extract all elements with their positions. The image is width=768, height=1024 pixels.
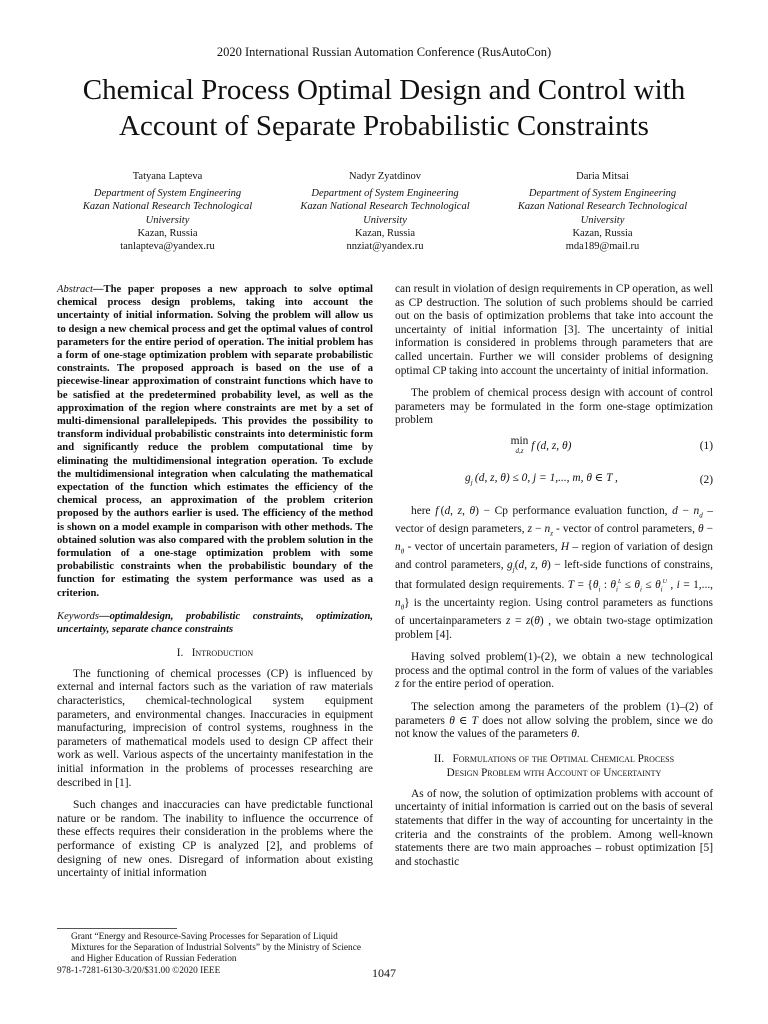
equation-1: [395, 437, 713, 457]
author-department: Department of System Engineering: [528, 188, 677, 200]
p5-text: does not allow solving the problem, since we do not know the values of the parameters: [395, 714, 713, 741]
author-name: Nadyr Zyatdinov: [348, 171, 422, 182]
issn-line: 978-1-7281-6130-3/20/$31.00 ©2020 IEEE: [57, 966, 221, 976]
paragraph: The selection among the parameters of the problem (1)–(2) of parameters θ ∈ T does not allow solving the problem, since we do not know the values of the parameters θ.: [395, 700, 713, 741]
page-number: 1047: [372, 966, 396, 980]
author-name: Daria Mitsai: [576, 171, 629, 182]
equation-2: [395, 471, 713, 491]
keywords: [57, 610, 373, 636]
abstract-label: Abstract: [57, 284, 93, 295]
keywords-text: —optimaldesign, probabilistic constraints, optimization, uncertainty, separate chance constraints: [57, 610, 373, 635]
paragraph: can result in violation of design requirements in CP operation, as well as CP destruction. The solution of such problems should be carried out on the basis of optimization problems that take into account the uncertainty of initial information [3]. The uncertainty of initial information is considered in problems through parameters that are called uncertain. Further we will consider problems of designing optimal CP taking into account the uncertainty of initial information.: [395, 283, 713, 377]
author-email: nnziat@yandex.ru: [346, 241, 424, 253]
author-block: [60, 170, 710, 253]
author-2: [278, 170, 493, 253]
paragraph: The problem of chemical process design with account of control parameters may be formulated in the form one-stage optimization problem: [395, 387, 713, 427]
author-email: mda189@mail.ru: [565, 241, 640, 253]
author-location: Kazan, Russia: [354, 227, 416, 239]
equation-2-formula: $g_j$ (d, z, θ) ≤ 0, j = 1,..., m, θ ∈ T ,: [465, 472, 618, 487]
p4-text: Having solved problem(1)-(2), we obtain a new technological process and the optimal control in the form of values of the variables: [395, 651, 713, 677]
abstract-text: —The paper proposes a new approach to solve optimal chemical process design problems, taking into account the uncertainty of initial information. Solving the problem will allow us to design a new chemical process and get the optimal values of control parameters for the entire period of operation. The initial problem has a form of one-stage optimization problem with separate probabilistic constraints. The proposed approach is based on the use of a piecewise-linear approximation of constraint functions which have to be satisfied at the predetermined probability level, as well as the approximation of the region where constraints are met by a set of multi-dimensional parallelepipeds. This provides the possibility to transform individual probabilistic constraints into deterministic form and significantly reduce the problem computational time by eliminating the multidimensional integration operation. To exclude the multidimensional integration when calculating the mathematical expectation of the function which estimates the efficiency of the chemical process, an approximation of the problem criterion proposed by the authors earlier is used. The efficiency of the method is shown on a model example in comparison with other methods. The obtained solution was also compared with the problem solution in the formulation of a one-stage optimization problem with some probabilistic constraints when the probabilistic boundary of the function for estimating the system performance was used as a criterion.: [57, 284, 373, 599]
equation-1-formula: min d,z f (d, z, θ): [510, 435, 572, 456]
def-text: , we obtain two-stage optimization problem [4].: [395, 614, 713, 641]
paragraph: As of now, the solution of optimization problems with account of uncertainty of initial information is carried out on the basis of several statements that differ in the way of accounting for uncertainty in the criteria and the constraints of the problem. Among well-known statements there are two main approaches – robust optimization [5] and stochastic: [395, 787, 713, 868]
def-text: is the uncertainty region. Using control parameters as functions of uncertainparameters: [395, 597, 713, 627]
paragraph-definitions: here f (d, z, θ) − Cp performance evaluation function, $d - n_d$ – vector of design parameters, $z - n_z$ - vector of control parameters, $\theta - n_\theta$ - vector of uncertain parameters, H – region of variation of design and control parameters, $g_j(d$, z, θ) − left-side functions of constrains, that formulated design requirements. $T = \{\theta_i$ : $\theta_i^L \le \theta_i \le \theta_i^U$ , i = 1,..., $n_\theta$} is the uncertainty region. Using control parameters as functions of uncertainparameters z = z(θ) , we obtain two-stage optimization problem [4].: [395, 504, 714, 641]
right-column: [395, 283, 713, 878]
author-department: Department of System Engineering: [311, 188, 459, 200]
author-email: tanlapteva@yandex.ru: [120, 241, 215, 253]
paragraph: Having solved problem(1)-(2), we obtain a new technological process and the optimal control in the form of values of the variables z for the entire period of operation.: [395, 651, 713, 691]
section-title-line1: Formulations of the Optimal Chemical Process: [452, 752, 675, 765]
paper-title: Chemical Process Optimal Design and Control with Account of Separate Probabilistic Constraints: [82, 74, 686, 142]
abstract: [57, 283, 373, 600]
def-text: − left-side functions of constrains, that formulated design requirements.: [395, 558, 713, 592]
equation-2-number: (2): [699, 474, 713, 487]
grant-note: Grant “Energy and Resource-Saving Processes for Separation of Liquid Mixtures for the Separation of Industrial Solvents” by the Ministry of Science and Higher Education of Russian Federation: [71, 932, 361, 964]
paragraph: The functioning of chemical processes (CP) is influenced by external and internal factors such as the variation of raw materials characteristics, chemical-technological system equipment parameters, and environmental changes. Inaccuracies in equipment manufacturing, imprecision of control systems, roughness in the parameters of mathematical models used to design CP affect their work as well. Various aspects of the uncertainty manifestation in the initial information in the problems of processes researching are described in [1].: [57, 667, 373, 789]
def-text: - vector of control parameters,: [552, 522, 698, 535]
def-text: – region of variation of design and control parameters,: [395, 540, 713, 571]
section-numeral: I.: [176, 646, 184, 659]
p5-text: .: [576, 728, 580, 741]
p4-text: for the entire period of operation.: [399, 678, 555, 691]
conference-header: 2020 International Russian Automation Conference (RusAutoCon): [216, 45, 552, 59]
def-text: - vector of uncertain parameters,: [404, 540, 561, 553]
author-3: [495, 170, 710, 253]
author-name: Tatyana Lapteva: [132, 171, 203, 182]
author-institution: Kazan National Research Technological University: [82, 201, 253, 226]
author-location: Kazan, Russia: [137, 227, 198, 239]
author-location: Kazan, Russia: [572, 227, 633, 239]
section-heading-formulations: [395, 752, 713, 780]
section-heading-introduction: [57, 646, 373, 660]
equation-1-number: (1): [699, 440, 713, 453]
author-institution: Kazan National Research Technological University: [517, 201, 688, 226]
author-1: [60, 170, 275, 253]
keywords-label: Keywords: [57, 610, 99, 622]
author-department: Department of System Engineering: [93, 188, 242, 200]
paragraph: Such changes and inaccuracies can have predictable functional nature or be random. The inability to influence the occurrence of these effects requires their consideration in the problems where the performance of existing CP is analyzed [2], and problems of designing of new ones. Disregard of information about existing uncertainty of initial information: [57, 799, 373, 880]
section-title: Introduction: [191, 646, 254, 659]
here-word: here: [411, 504, 431, 517]
left-column: [57, 283, 373, 890]
footnote-rule: [57, 928, 177, 929]
p5-text: The selection among the parameters of the problem (1)–(2) of parameters: [395, 700, 713, 727]
def-text: – vector of design parameters,: [395, 504, 713, 535]
section-numeral: II.: [433, 752, 445, 765]
section-title-line2: Design Problem with Account of Uncertainty: [446, 766, 662, 779]
author-institution: Kazan National Research Technological University: [300, 201, 470, 226]
def-text: − Cp performance evaluation function,: [478, 504, 673, 517]
